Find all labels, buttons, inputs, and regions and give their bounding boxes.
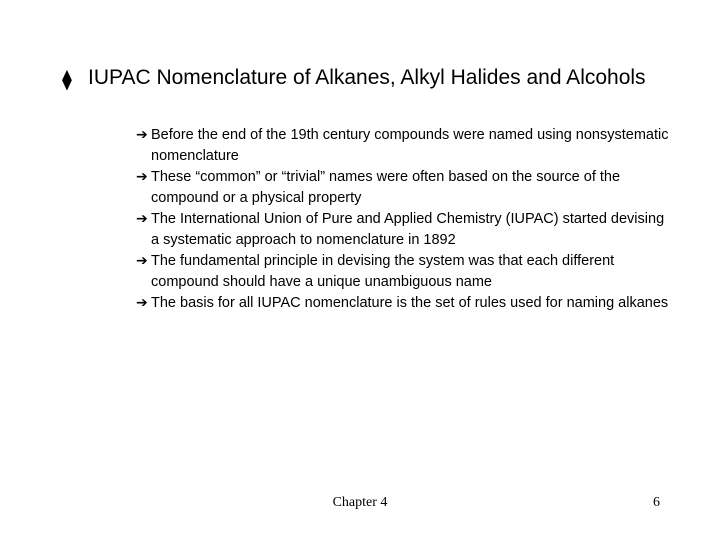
diamond-bullet-icon: ⧫: [62, 67, 72, 91]
arrow-bullet-icon: ➔: [136, 127, 148, 143]
bullet-text: The basis for all IUPAC nomenclature is the set of rules used for naming alkanes: [151, 295, 669, 311]
bullet-text: Before the end of the 19th century compounds were named using nonsystematic nomenclature: [151, 127, 669, 164]
arrow-bullet-icon: ➔: [136, 169, 148, 185]
footer-chapter: Chapter 4: [332, 495, 388, 510]
bullet-item: [136, 125, 676, 167]
arrow-bullet-icon: ➔: [136, 211, 148, 227]
bullet-item: [136, 167, 676, 209]
arrow-bullet-icon: ➔: [136, 295, 148, 311]
bullet-item: [136, 209, 676, 251]
bullet-list: [136, 125, 676, 314]
footer-page-number: 6: [653, 495, 660, 510]
bullet-item: [136, 251, 676, 293]
bullet-item: [136, 293, 676, 314]
bullet-text: The International Union of Pure and Applied Chemistry (IUPAC) started devising a systematic approach to nomenclature in 1892: [151, 211, 665, 248]
arrow-bullet-icon: ➔: [136, 253, 148, 269]
slide-title: IUPAC Nomenclature of Alkanes, Alkyl Halides and Alcohols: [88, 66, 646, 89]
bullet-text: These “common” or “trivial” names were often based on the source of the compound or a physical property: [151, 169, 621, 206]
bullet-text: The fundamental principle in devising the system was that each different compound should have a unique unambiguous name: [151, 253, 615, 290]
